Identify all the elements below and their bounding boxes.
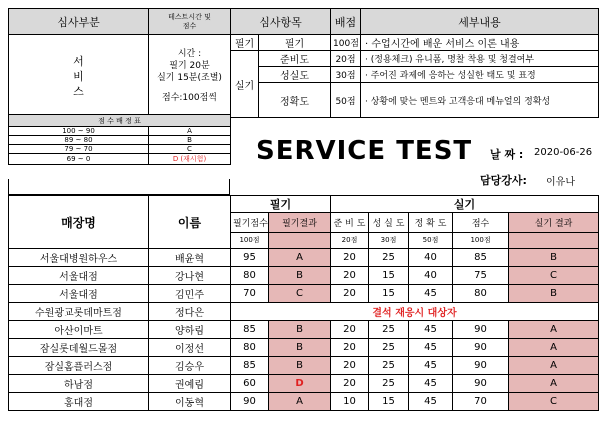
service-char-1: 서: [73, 54, 84, 68]
written-score-cell: 60: [231, 375, 269, 393]
time-score-header-line1: 테스트시간 및: [168, 12, 211, 21]
prep-max: 20점: [331, 233, 369, 249]
score-cell: 90: [453, 339, 509, 357]
grade-scale-title: 점 수 배 정 표: [9, 115, 231, 127]
grade-letter: A: [149, 127, 231, 136]
grade-box-bottom: [8, 179, 230, 195]
table-row: [9, 357, 599, 375]
store-cell: 하남점: [9, 375, 149, 393]
name-cell: 강나현: [149, 267, 231, 285]
criteria-group-practical: 실기: [231, 51, 259, 118]
name-cell: 김민주: [149, 285, 231, 303]
accuracy-cell: 45: [409, 285, 453, 303]
prep-header: 준 비 도: [331, 213, 369, 233]
written-result-cell: C: [269, 285, 331, 303]
grade-letter-retest: D (재시험): [149, 154, 231, 165]
score-table: [8, 195, 599, 411]
name-cell: 이정선: [149, 339, 231, 357]
written-max: 100점: [231, 233, 269, 249]
score-cell: 75: [453, 267, 509, 285]
accuracy-cell: 40: [409, 249, 453, 267]
service-char-2: 비: [73, 69, 84, 83]
criteria-points: 50점: [331, 83, 361, 118]
criteria-points: 20점: [331, 51, 361, 67]
criteria-detail: · 수업시간에 배운 서비스 이론 내용: [361, 35, 599, 51]
criteria-points: 30점: [331, 67, 361, 83]
practical-result-cell: B: [509, 249, 599, 267]
store-cell: 서울대점: [9, 267, 149, 285]
accuracy-cell: 45: [409, 393, 453, 411]
table-row: [9, 375, 599, 393]
store-header: 매장명: [9, 196, 149, 249]
prep-cell: 20: [331, 357, 369, 375]
manager-label: 담당강사:: [480, 174, 527, 187]
sincerity-cell: 15: [369, 267, 409, 285]
practical-result-cell: A: [509, 375, 599, 393]
written-result-cell: D: [269, 375, 331, 393]
criteria-detail: · (정용체크) 유니폼, 명찰 착용 및 청결여부: [361, 51, 599, 67]
grade-range: 79 ~ 70: [9, 145, 149, 154]
written-score-cell: 85: [231, 321, 269, 339]
grade-letter: C: [149, 145, 231, 154]
criteria-table: [8, 8, 599, 118]
score-cell: 80: [453, 285, 509, 303]
time-title: 시간 :: [177, 49, 202, 59]
store-cell: 잠실롯데월드몰점: [9, 339, 149, 357]
criteria-points: 100점: [331, 35, 361, 51]
written-result-cell: B: [269, 357, 331, 375]
practical-result-cell: C: [509, 267, 599, 285]
sincerity-cell: 25: [369, 249, 409, 267]
store-cell: 서울대병원하우스: [9, 249, 149, 267]
score-max: 100점: [453, 233, 509, 249]
store-cell: 서울대점: [9, 285, 149, 303]
written-score-cell: 90: [231, 393, 269, 411]
written-score-cell: 95: [231, 249, 269, 267]
accuracy-cell: 45: [409, 321, 453, 339]
table-row: [9, 321, 599, 339]
grade-letter: B: [149, 136, 231, 145]
written-result-cell: A: [269, 249, 331, 267]
table-row: [9, 249, 599, 267]
name-cell: 양하림: [149, 321, 231, 339]
test-time-cell: [149, 35, 231, 118]
grade-scale-table: [8, 114, 231, 165]
written-score-cell: 70: [231, 285, 269, 303]
points-header: 배점: [331, 9, 361, 35]
accuracy-cell: 45: [409, 357, 453, 375]
score-cell: 90: [453, 321, 509, 339]
score-cell: 70: [453, 393, 509, 411]
practical-time: 실기 15분(조별): [157, 73, 222, 83]
score-sheet: [8, 8, 598, 420]
accuracy-cell: 45: [409, 339, 453, 357]
sincerity-cell: 25: [369, 321, 409, 339]
name-cell: 김승우: [149, 357, 231, 375]
accuracy-cell: 40: [409, 267, 453, 285]
score-note: 점수:100점씩: [162, 93, 217, 103]
sincerity-cell: 25: [369, 357, 409, 375]
store-cell: 홍대점: [9, 393, 149, 411]
sincerity-cell: 25: [369, 339, 409, 357]
written-time: 필기 20분: [169, 61, 210, 71]
sincerity-max: 30점: [369, 233, 409, 249]
page-title: SERVICE TEST: [256, 136, 473, 166]
table-row: [9, 303, 599, 321]
grade-range: 100 ~ 90: [9, 127, 149, 136]
written-result-header: 필기결과: [269, 213, 331, 233]
written-result-cell: B: [269, 321, 331, 339]
store-cell: 수원광교롯데마트점: [9, 303, 149, 321]
practical-max-blank: [509, 233, 599, 249]
service-char-3: 스: [73, 84, 84, 98]
practical-result-cell: A: [509, 321, 599, 339]
absent-note: 결석 재응시 대상자: [231, 303, 599, 321]
prep-cell: 20: [331, 249, 369, 267]
time-score-header: [149, 9, 231, 35]
sincerity-cell: 25: [369, 375, 409, 393]
sincerity-header: 성 실 도: [369, 213, 409, 233]
written-score-cell: 80: [231, 339, 269, 357]
accuracy-max: 50점: [409, 233, 453, 249]
details-header: 세부내용: [361, 9, 599, 35]
date-value: 2020-06-26: [534, 147, 593, 158]
prep-cell: 20: [331, 375, 369, 393]
time-score-header-line2: 점수: [182, 21, 197, 30]
service-name-cell: [9, 35, 149, 118]
criteria-group-written: 필기: [231, 35, 259, 51]
prep-cell: 20: [331, 267, 369, 285]
prep-cell: 20: [331, 339, 369, 357]
criteria-item: 성실도: [259, 67, 331, 83]
grade-range: 69 ~ 0: [9, 154, 149, 165]
score-cell: 85: [453, 249, 509, 267]
prep-cell: 20: [331, 285, 369, 303]
practical-result-cell: A: [509, 357, 599, 375]
score-rows: [9, 249, 599, 411]
criteria-item: 필기: [259, 35, 331, 51]
practical-result-cell: B: [509, 285, 599, 303]
grade-range: 89 ~ 80: [9, 136, 149, 145]
written-header: 필기: [231, 196, 331, 213]
accuracy-cell: 45: [409, 375, 453, 393]
prep-cell: 20: [331, 321, 369, 339]
name-cell: 권예림: [149, 375, 231, 393]
written-max-blank: [269, 233, 331, 249]
written-result-cell: A: [269, 393, 331, 411]
sincerity-cell: 15: [369, 393, 409, 411]
name-cell: 배윤혁: [149, 249, 231, 267]
name-header: 이름: [149, 196, 231, 249]
store-cell: 아산이마트: [9, 321, 149, 339]
score-header: 점수: [453, 213, 509, 233]
criteria-item: 준비도: [259, 51, 331, 67]
written-result-cell: B: [269, 267, 331, 285]
table-row: [9, 267, 599, 285]
written-score-cell: 80: [231, 267, 269, 285]
name-cell: 정다은: [149, 303, 231, 321]
criteria-detail: · 상황에 맞는 멘트와 고객응대 메뉴얼의 정확성: [361, 83, 599, 118]
date-label: 날 짜 :: [490, 148, 524, 161]
written-score-cell: 85: [231, 357, 269, 375]
practical-result-cell: C: [509, 393, 599, 411]
manager-value: 이유나: [546, 177, 575, 188]
category-header: 심사부분: [9, 9, 149, 35]
sincerity-cell: 15: [369, 285, 409, 303]
score-cell: 90: [453, 375, 509, 393]
table-row: [9, 339, 599, 357]
practical-header: 실기: [331, 196, 599, 213]
prep-cell: 10: [331, 393, 369, 411]
criteria-item: 정확도: [259, 83, 331, 118]
practical-result-cell: A: [509, 339, 599, 357]
table-row: [9, 393, 599, 411]
score-cell: 90: [453, 357, 509, 375]
table-row: [9, 285, 599, 303]
criteria-detail: · 주어진 과제에 응하는 성실한 태도 및 표정: [361, 67, 599, 83]
written-result-cell: B: [269, 339, 331, 357]
name-cell: 이동혁: [149, 393, 231, 411]
written-score-header: 필기점수: [231, 213, 269, 233]
practical-result-header: 실기 결과: [509, 213, 599, 233]
item-header: 심사항목: [231, 9, 331, 35]
store-cell: 잠실홈플러스점: [9, 357, 149, 375]
accuracy-header: 정 확 도: [409, 213, 453, 233]
